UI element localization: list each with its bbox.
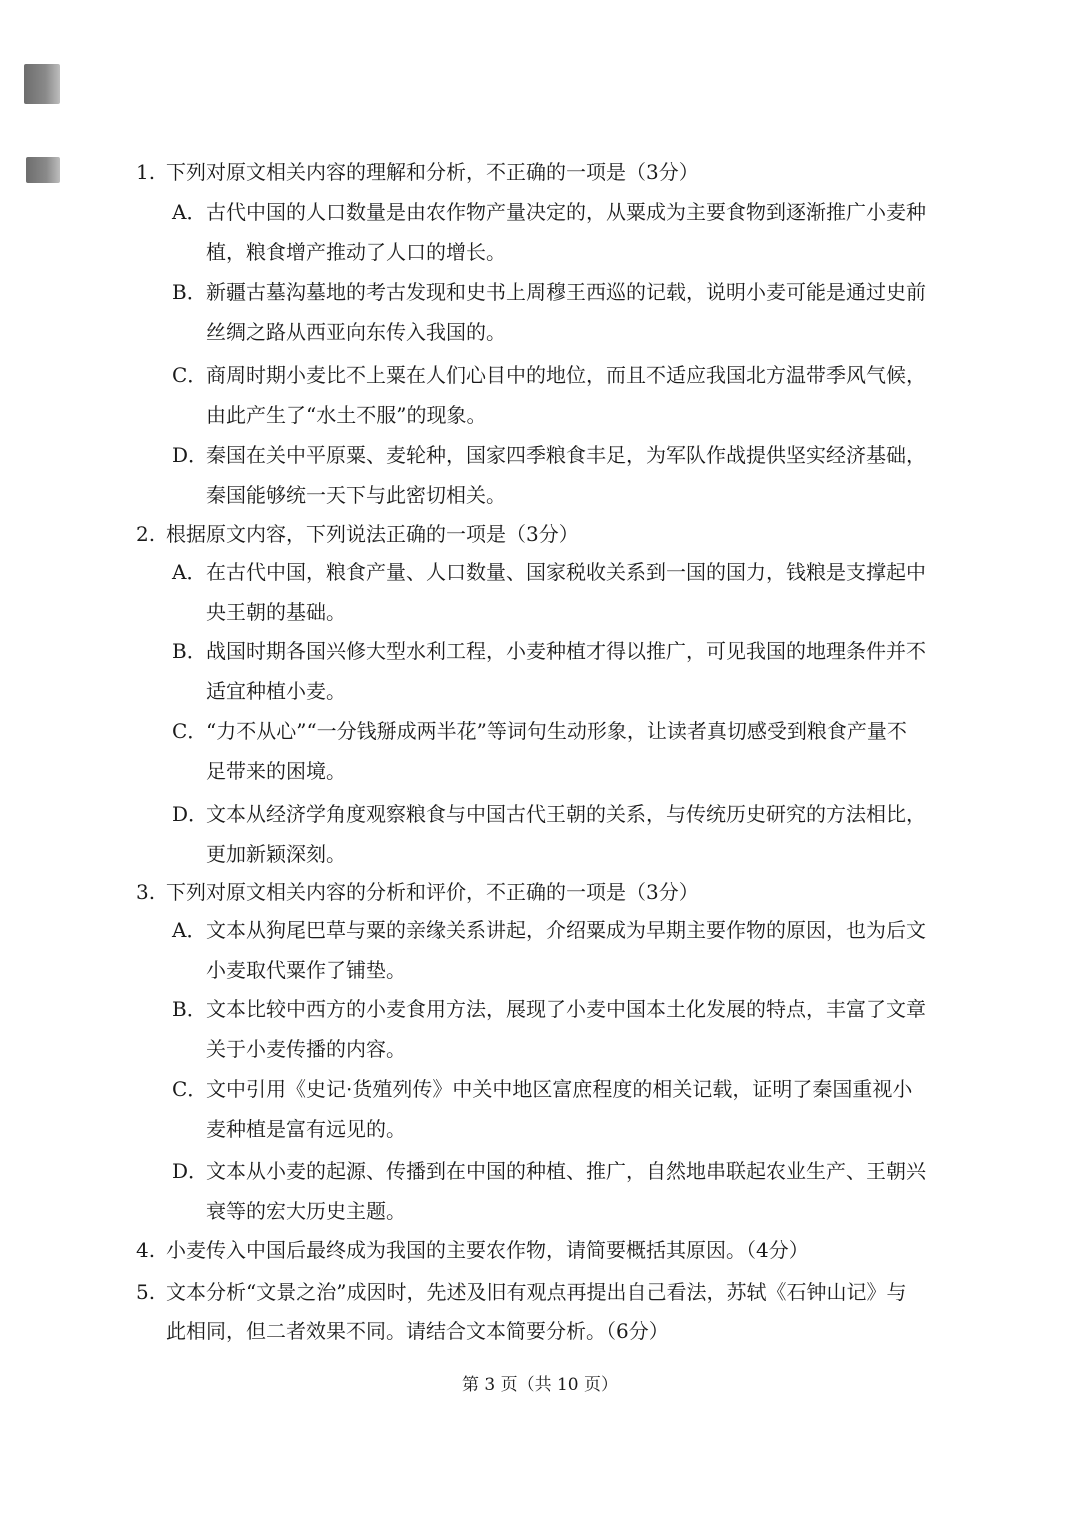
question-1-option-d: D．秦国在关中平原粟、麦轮种，国家四季粮食丰足，为军队作战提供坚实经济基础， 秦国能够统一天下与此密切相关。 [172,443,926,507]
question-3-option-a: A．文本从狗尾巴草与粟的亲缘关系讲起，介绍粟成为早期主要作物的原因，也为后文 小麦取代粟作了铺垫。 [172,918,926,982]
question-1-stem: 1. 下列对原文相关内容的理解和分析，不正确的一项是（3分） [136,160,699,184]
question-3-option-b: B．文本比较中西方的小麦食用方法，展现了小麦中国本土化发展的特点，丰富了文章 关于小麦传播的内容。 [172,997,926,1061]
question-2-option-c: C．“力不从心”“一分钱掰成两半花”等词句生动形象，让读者真切感受到粮食产量不 足带来的困境。 [172,719,907,783]
question-2-option-a: A．在古代中国，粮食产量、人口数量、国家税收关系到一国的国力，钱粮是支撑起中 央王朝的基础。 [172,560,926,624]
question-3-option-d: D．文本从小麦的起源、传播到在中国的种植、推广，自然地串联起农业生产、王朝兴 衰等的宏大历史主题。 [172,1159,926,1223]
question-1-option-b: B．新疆古墓沟墓地的考古发现和史书上周穆王西巡的记载，说明小麦可能是通过史前 丝绸之路从西亚向东传入我国的。 [172,280,926,344]
scan-registration-mark [26,157,60,183]
question-5-stem: 5. 文本分析“文景之治”成因时，先述及旧有观点再提出自己看法，苏轼《石钟山记》与 [136,1280,907,1304]
question-2-option-d: D．文本从经济学角度观察粮食与中国古代王朝的关系，与传统历史研究的方法相比， 更加新颖深刻。 [172,802,926,866]
question-2-option-b: B．战国时期各国兴修大型水利工程，小麦种植才得以推广，可见我国的地理条件并不 适宜种植小麦。 [172,639,926,703]
question-4-stem: 4. 小麦传入中国后最终成为我国的主要农作物，请简要概括其原因。（4分） [136,1238,809,1262]
question-1-option-a: A．古代中国的人口数量是由农作物产量决定的，从粟成为主要食物到逐渐推广小麦种 植，粮食增产推动了人口的增长。 [172,200,926,264]
question-5-stem-line2: 此相同，但二者效果不同。请结合文本简要分析。（6分） [166,1319,669,1343]
question-3-option-c: C．文中引用《史记·货殖列传》中关中地区富庶程度的相关记载，证明了秦国重视小 麦种植是富有远见的。 [172,1077,913,1141]
question-2-stem: 2. 根据原文内容，下列说法正确的一项是（3分） [136,522,579,546]
question-3-stem: 3. 下列对原文相关内容的分析和评价，不正确的一项是（3分） [136,880,699,904]
question-1-option-c: C．商周时期小麦比不上粟在人们心目中的地位，而且不适应我国北方温带季风气候， 由此产生了“水土不服”的现象。 [172,363,926,427]
page-footer: 第 3 页（共 10 页） [461,1375,619,1395]
scan-registration-mark [24,64,60,104]
